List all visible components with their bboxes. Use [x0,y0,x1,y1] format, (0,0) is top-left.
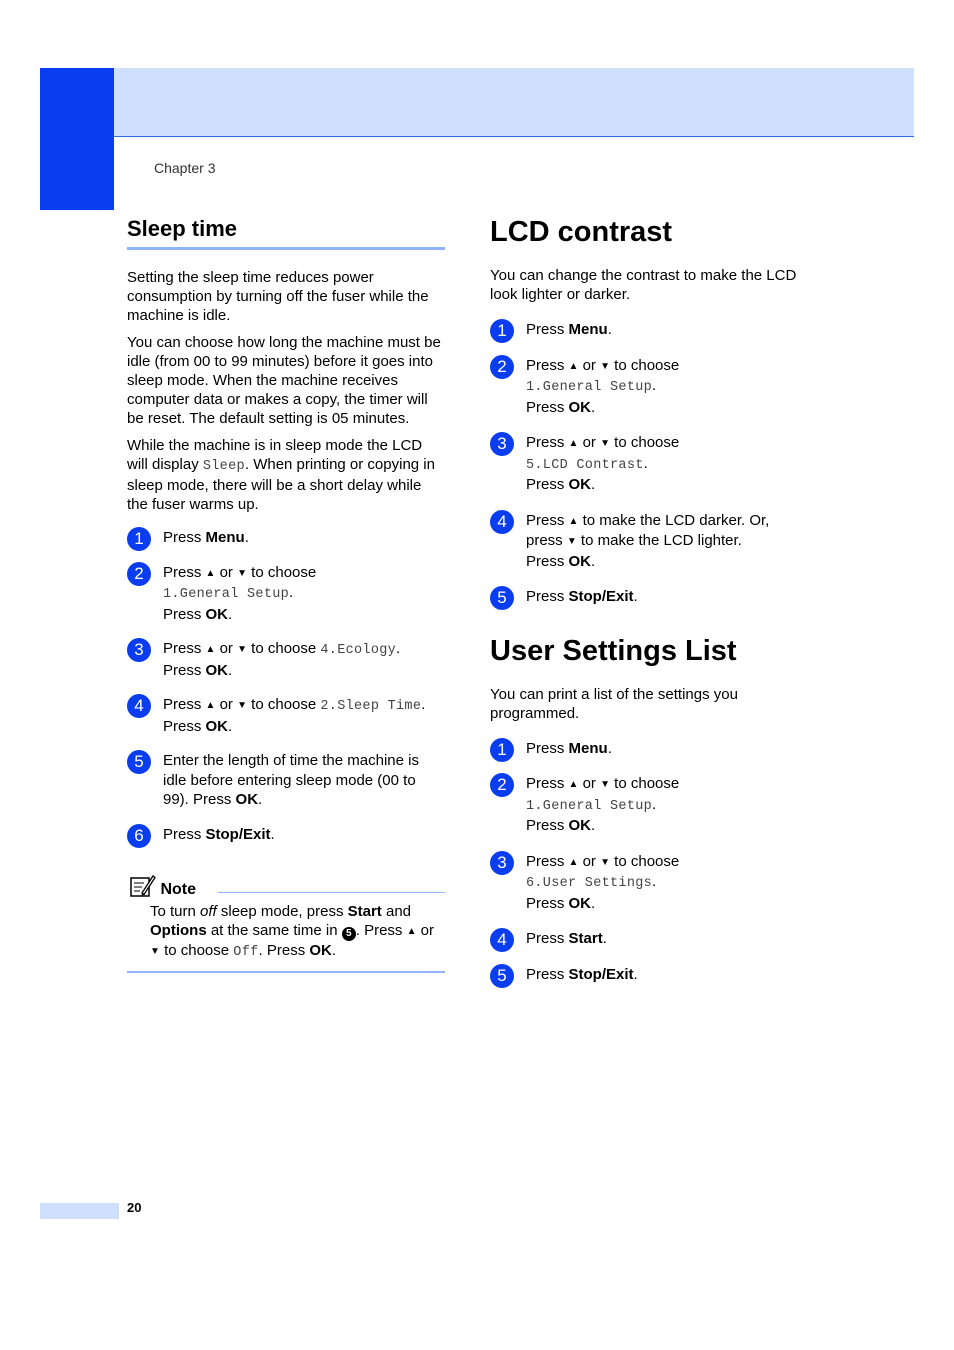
step-number: 3 [127,638,151,662]
step-number: 2 [490,355,514,379]
up-arrow-icon: ▲ [205,644,216,655]
paragraph: You can print a list of the settings you programmed. [490,685,738,722]
note-text: To turn off sleep mode, press Start and Options at the same time in 5 . Press ▲ or ▼ to choose Off. Press OK. [150,903,435,960]
step-number: 5 [490,964,514,988]
chapter-label: Chapter 3 [154,160,216,176]
up-arrow-icon: ▲ [568,360,579,372]
paragraph: Setting the sleep time reduces power consumption by turning off the fuser while the machine is idle. [127,269,429,324]
up-arrow-icon: ▲ [406,926,417,937]
step-number: 1 [127,527,151,551]
up-arrow-icon: ▲ [568,856,579,868]
step: 4 Press ▲ or ▼ to choose 2.Sleep Time. Press OK. [127,695,445,736]
page-number: 20 [127,1200,142,1215]
up-arrow-icon: ▲ [205,567,216,579]
step-number: 5 [127,750,151,774]
paragraph: You can choose how long the machine must be idle (from 00 to 99 minutes) before it goes into sleep mode. When the machine receives computer data or makes a copy, the timer will be reset. The default setting is 05 minutes. [127,334,441,427]
down-arrow-icon: ▼ [600,438,611,449]
paragraph: While the machine is in sleep mode the LCD will display Sleep. When printing or copying in sleep mode, there will be a short delay while the fuser warms up. [127,437,435,513]
step-number: 4 [127,694,151,718]
note-box [127,874,445,973]
step: 2 Press ▲ or ▼ to choose 1.General Setup. Press OK. [127,563,445,625]
step-number: 2 [490,773,514,797]
step: 4 Press ▲ to make the LCD darker. Or, press ▼ to make the LCD lighter. Press OK. [490,511,810,572]
step-number: 4 [490,510,514,534]
step: 3 Press ▲ or ▼ to choose 4.Ecology. Press OK. [127,639,445,680]
section-title: Sleep time [127,214,445,250]
step-number: 5 [490,586,514,610]
down-arrow-icon: ▼ [237,567,248,579]
note-title: Note [160,881,197,898]
up-arrow-icon: ▲ [568,779,579,790]
step: 3 Press ▲ or ▼ to choose 5.LCD Contrast. Press OK. [490,433,810,495]
down-arrow-icon: ▼ [566,536,577,547]
down-arrow-icon: ▼ [600,360,611,372]
chapter-tab [40,68,114,210]
up-arrow-icon: ▲ [568,438,579,449]
step-number: 1 [490,738,514,762]
step-number: 2 [127,562,151,586]
down-arrow-icon: ▼ [237,700,248,711]
header-band [40,68,914,137]
step: 1 Press Menu. [490,320,810,340]
step: 2 Press ▲ or ▼ to choose 1.General Setup. Press OK. [490,774,810,836]
step-number: 6 [127,824,151,848]
divider [127,971,445,973]
down-arrow-icon: ▼ [600,779,611,790]
step: 2 Press ▲ or ▼ to choose 1.General Setup. Press OK. [490,356,810,418]
footer-band [40,1203,119,1219]
note-pencil-icon [130,874,156,898]
down-arrow-icon: ▼ [237,644,248,655]
down-arrow-icon: ▼ [600,856,611,868]
down-arrow-icon: ▼ [150,946,160,957]
step: 1 Press Menu. [490,739,810,759]
step-ref-icon: 5 [342,927,356,941]
paragraph: You can change the contrast to make the LCD look lighter or darker. [490,267,797,303]
step-number: 3 [490,851,514,875]
step-number: 3 [490,432,514,456]
step-number: 4 [490,928,514,952]
step: 3 Press ▲ or ▼ to choose 6.User Settings. Press OK. [490,852,810,914]
step: 1 Press Menu. [127,528,445,548]
divider [218,892,445,893]
step: 5 Press Stop/Exit. [490,587,810,607]
step: 4 Press Start. [490,929,810,949]
section-title: LCD contrast [490,216,673,248]
step-number: 1 [490,319,514,343]
sleep-time-section [127,214,445,973]
up-arrow-icon: ▲ [568,515,579,527]
section-title: User Settings List [490,634,737,667]
step: 6 Press Stop/Exit. [127,825,445,845]
lcd-contrast-section [490,214,810,984]
step: 5 Press Stop/Exit. [490,965,810,985]
up-arrow-icon: ▲ [205,700,216,711]
step: 5 Enter the length of time the machine is idle before entering sleep mode (00 to 99). Press OK. [127,751,445,810]
